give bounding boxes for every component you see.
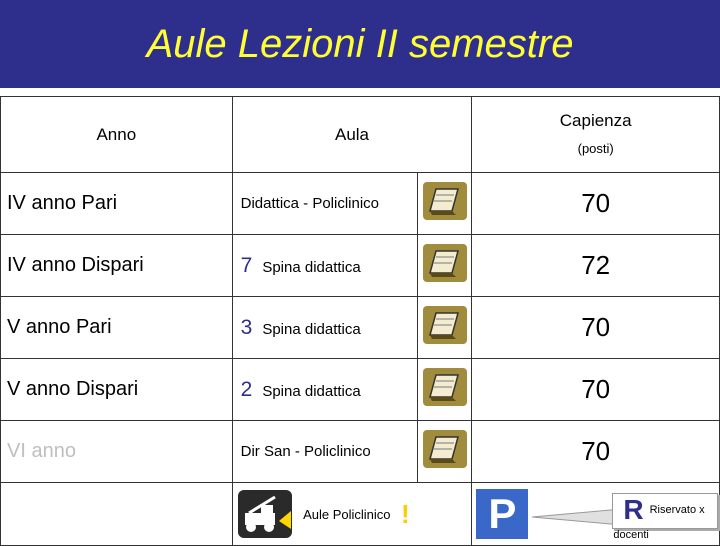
aula-cell xyxy=(232,235,418,297)
anno-cell: V anno Dispari xyxy=(1,359,233,421)
column-header-capienza xyxy=(472,97,720,173)
aula-number: 3 xyxy=(240,315,253,339)
capienza-cell: 70 xyxy=(472,297,720,359)
book-icon[interactable] xyxy=(422,305,468,345)
legend-empty-cell xyxy=(1,483,233,546)
book-icon-cell[interactable] xyxy=(418,235,472,297)
capienza-unit: (posti) xyxy=(577,140,614,156)
book-icon-cell[interactable] xyxy=(418,173,472,235)
reserved-label: Riservato x docenti xyxy=(613,504,705,541)
aula-label: Dir San - Policlinico xyxy=(240,443,371,460)
table-row xyxy=(1,297,720,359)
book-icon[interactable] xyxy=(422,429,468,469)
column-header-aula: Aula xyxy=(232,97,472,173)
tow-truck-icon[interactable] xyxy=(237,489,293,539)
aula-cell xyxy=(232,173,418,235)
classroom-table xyxy=(0,96,720,546)
legend-right-cell xyxy=(472,483,720,546)
aula-label: Spina didattica xyxy=(262,382,361,400)
anno-cell: V anno Pari xyxy=(1,297,233,359)
table-row xyxy=(1,421,720,483)
book-icon[interactable] xyxy=(422,367,468,407)
capienza-cell: 70 xyxy=(472,359,720,421)
page-title: Aule Lezioni II semestre xyxy=(146,22,574,66)
anno-cell: IV anno Dispari xyxy=(1,235,233,297)
aula-number: 7 xyxy=(240,253,253,277)
column-header-anno: Anno xyxy=(1,97,233,173)
capienza-cell: 72 xyxy=(472,235,720,297)
table-row xyxy=(1,173,720,235)
aula-number: 2 xyxy=(240,377,253,401)
aula-cell xyxy=(232,359,418,421)
reserved-letter: R xyxy=(623,494,644,525)
anno-cell: IV anno Pari xyxy=(1,173,233,235)
warning-exclamation: ! xyxy=(400,498,410,529)
capienza-cell: 70 xyxy=(472,173,720,235)
legend-tow-cell xyxy=(232,483,472,546)
book-icon-cell[interactable] xyxy=(418,297,472,359)
anno-cell: VI anno xyxy=(1,421,233,483)
callout-pointer-icon xyxy=(532,505,622,529)
capienza-cell: 70 xyxy=(472,421,720,483)
book-icon[interactable] xyxy=(422,181,468,221)
table-row xyxy=(1,235,720,297)
aula-label: Spina didattica xyxy=(262,320,361,338)
aula-label: Didattica - Policlinico xyxy=(240,195,380,212)
parking-icon[interactable]: P xyxy=(476,489,528,539)
aula-cell xyxy=(232,297,418,359)
book-icon-cell[interactable] xyxy=(418,421,472,483)
capienza-label: Capienza xyxy=(559,110,632,130)
aula-label: Spina didattica xyxy=(262,258,361,276)
reserved-badge xyxy=(612,493,718,541)
table-row xyxy=(1,359,720,421)
aula-cell xyxy=(232,421,418,483)
table-header-row xyxy=(1,97,720,173)
legend-tow-label: Aule Policlinico xyxy=(303,506,391,522)
legend-row xyxy=(1,483,720,546)
book-icon[interactable] xyxy=(422,243,468,283)
book-icon-cell[interactable] xyxy=(418,359,472,421)
